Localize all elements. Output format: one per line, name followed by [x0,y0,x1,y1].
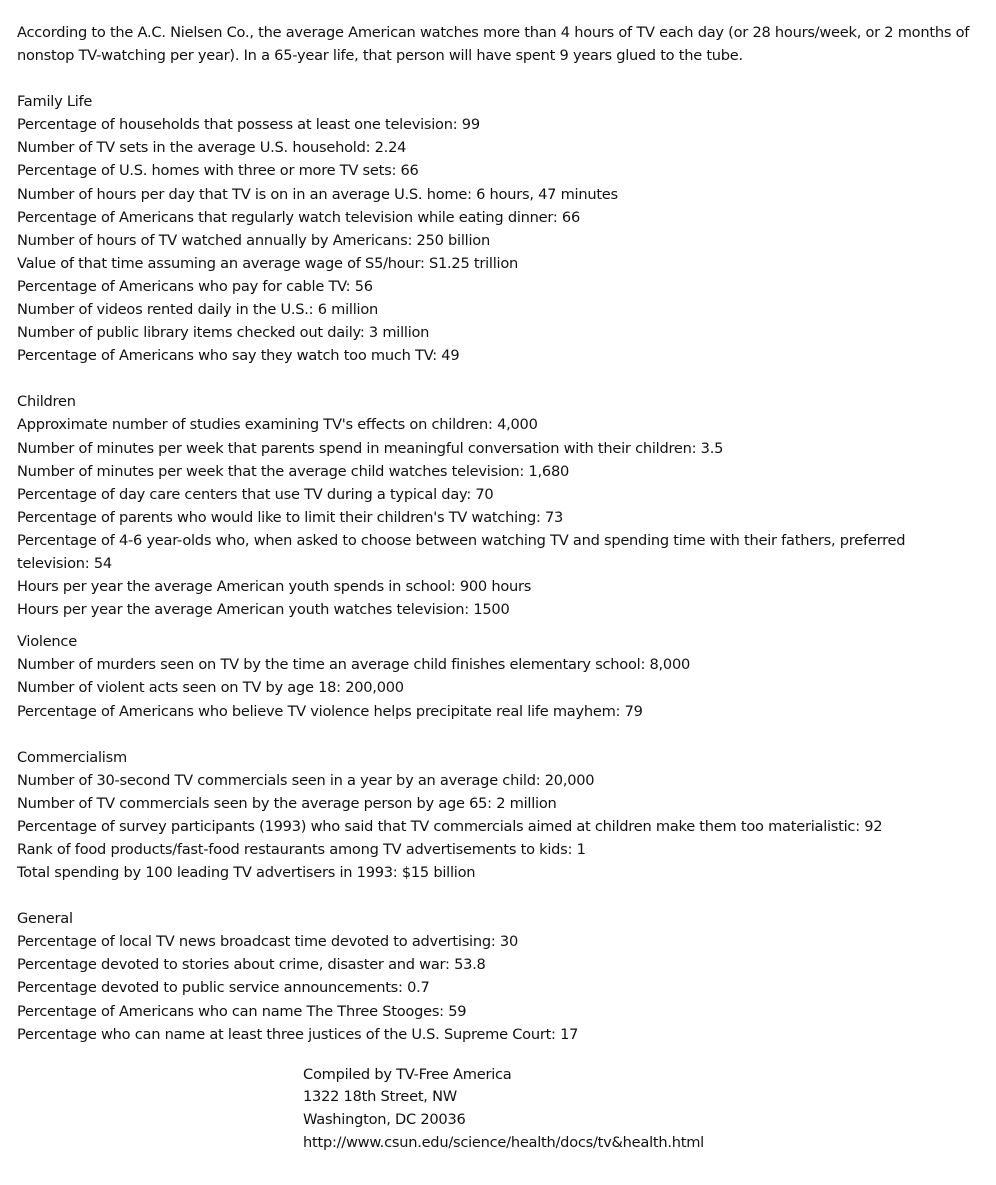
stat-item: Percentage of parents who would like to limit their children's TV watching: 73 [17,508,564,526]
section-general [17,907,996,1046]
section-heading: Children [17,393,76,411]
section-heading: Violence [17,633,77,651]
section-heading: Family Life [17,93,93,111]
stat-list [17,113,996,367]
section-heading: General [17,910,73,928]
street-address: 1322 18th Street, NW [303,1088,457,1106]
stat-item: Number of 30-second TV commercials seen in a year by an average child: 20,000 [17,771,595,789]
stat-item: Number of hours per day that TV is on in an average U.S. home: 6 hours, 47 minutes [17,185,618,203]
stat-item: Percentage of 4-6 year-olds who, when asked to choose between watching TV and spending time with their fathers, preferred television: 54 [17,531,906,572]
stat-item: Value of that time assuming an average wage of S5/hour: S1.25 trillion [17,254,519,272]
stat-item: Number of TV commercials seen by the average person by age 65: 2 million [17,794,557,812]
city-address: Washington, DC 20036 [303,1111,466,1129]
compiled-by: Compiled by TV-Free America [303,1065,512,1083]
intro-paragraph: According to the A.C. Nielsen Co., the average American watches more than 4 hours of TV each day (or 28 hours/week, or 2 months of nonstop TV-watching per year). In a 65-year life, that person will have spent 9 years glued to the tube. [17,24,970,65]
stat-item: Percentage of day care centers that use TV during a typical day: 70 [17,485,494,503]
stat-item: Number of minutes per week that parents spend in meaningful conversation with their children: 3.5 [17,439,724,457]
stat-item: Percentage of U.S. homes with three or more TV sets: 66 [17,162,419,180]
stat-item: Percentage of Americans who believe TV violence helps precipitate real life mayhem: 79 [17,702,643,720]
source-url: http://www.csun.edu/science/health/docs/tv&health.html [303,1133,704,1151]
stat-item: Hours per year the average American youth spends in school: 900 hours [17,578,532,596]
stat-item: Percentage of Americans that regularly watch television while eating dinner: 66 [17,208,580,226]
stat-item: Number of TV sets in the average U.S. household: 2.24 [17,139,407,157]
stat-item: Percentage of Americans who can name The Three Stooges: 59 [17,1002,467,1020]
stat-item: Percentage of local TV news broadcast time devoted to advertising: 30 [17,933,518,951]
stat-item: Hours per year the average American youth watches television: 1500 [17,601,510,619]
stat-item: Number of murders seen on TV by the time an average child finishes elementary school: 8,000 [17,656,691,674]
section-violence [17,630,996,722]
stat-list [17,769,996,884]
stat-item: Percentage of Americans who pay for cable TV: 56 [17,277,373,295]
credits-block [303,1064,996,1155]
stat-item: Percentage devoted to public service announcements: 0.7 [17,979,430,997]
stat-item: Number of public library items checked out daily: 3 million [17,324,430,342]
stat-list [17,653,996,722]
stat-item: Number of violent acts seen on TV by age 18: 200,000 [17,679,404,697]
stat-item: Percentage of survey participants (1993) who said that TV commercials aimed at children make them too materialistic: 92 [17,817,883,835]
stat-item: Rank of food products/fast-food restaurants among TV advertisements to kids: 1 [17,841,586,858]
stat-item: Total spending by 100 leading TV advertisers in 1993: $15 billion [17,864,476,882]
section-family-life [17,90,996,367]
stat-list [17,930,996,1045]
stat-item: Number of videos rented daily in the U.S.: 6 million [17,301,379,319]
stat-item: Approximate number of studies examining TV's effects on children: 4,000 [17,416,538,434]
stat-item: Number of minutes per week that the average child watches television: 1,680 [17,462,570,480]
stat-item: Percentage who can name at least three justices of the U.S. Supreme Court: 17 [17,1025,579,1043]
stat-list [17,413,996,621]
stat-item: Percentage devoted to stories about crime, disaster and war: 53.8 [17,956,486,974]
section-commercialism [17,746,996,885]
stat-item: Number of hours of TV watched annually by Americans: 250 billion [17,231,490,249]
section-heading: Commercialism [17,748,127,766]
stat-item: Percentage of Americans who say they watch too much TV: 49 [17,347,460,365]
stat-item: Percentage of households that possess at least one television: 99 [17,116,480,134]
section-children [17,390,996,621]
